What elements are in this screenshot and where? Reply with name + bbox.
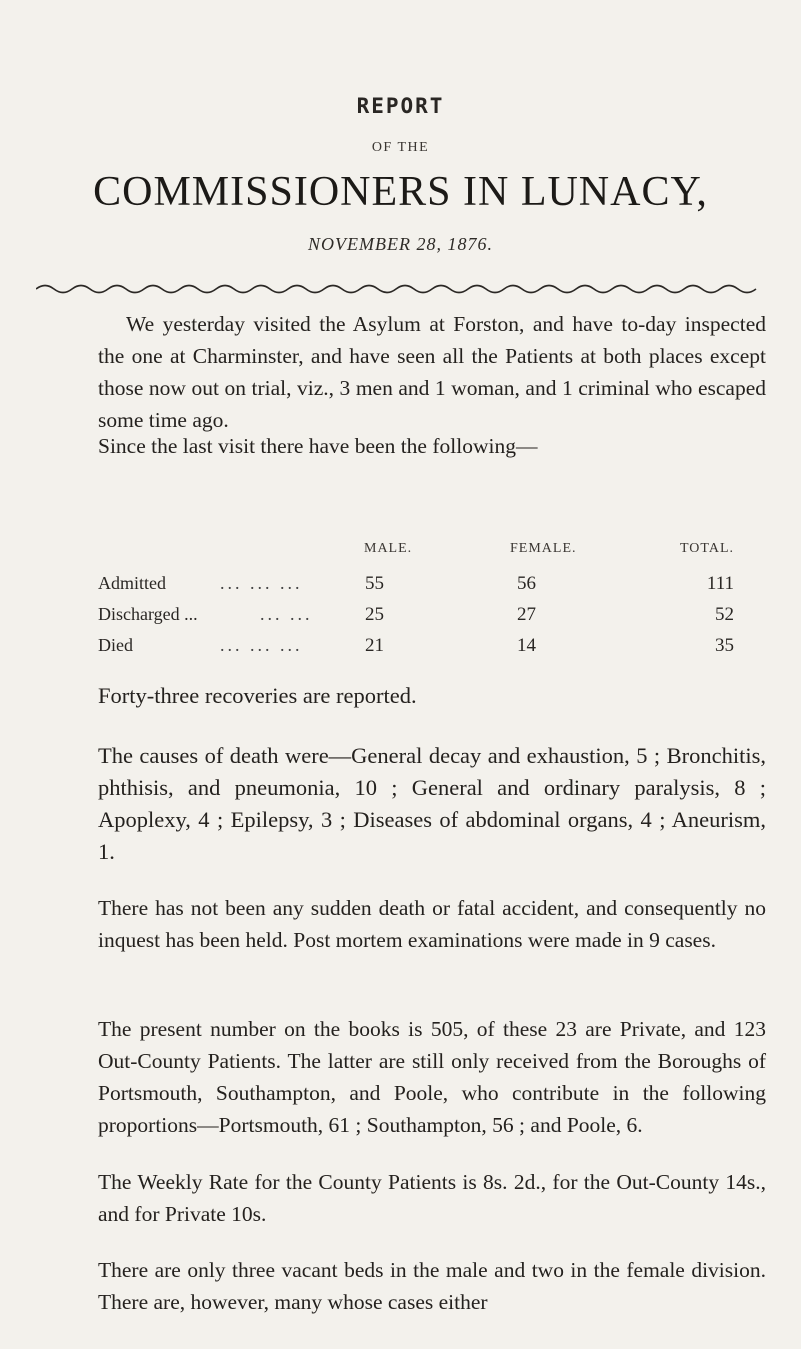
- cell-total: 52: [715, 604, 734, 625]
- cell-male: 25: [365, 604, 384, 625]
- of-the-line: OF THE: [371, 140, 430, 155]
- paragraph-inquest-text: There has not been any sudden death or fatal accident, and consequently no inquest has been held. Post mortem examinations were made in 9 cases.: [98, 896, 766, 952]
- row-dots: ... ... ...: [220, 635, 303, 655]
- cell-male: 21: [365, 635, 384, 656]
- cell-female: 56: [517, 573, 536, 594]
- paragraph-numbers-text: The present number on the books is 505, of these 23 are Private, and 123 Out-County Patients. The latter are still only received from the Boroughs of Portsmouth, Southampton, and Poole, who contribute in the following proportions—Portsmouth, 61 ; Southampton, 56 ; and Poole, 6.: [98, 1017, 766, 1137]
- cell-male: 55: [365, 573, 384, 594]
- paragraph-causes-text: The causes of death were—General decay and exhaustion, 5 ; Bronchitis, phthisis, and pneumonia, 10 ; General and ordinary paralysis, 8 ; Apoplexy, 4 ; Epilepsy, 3 ; Diseases of abdominal organs, 4 ; Aneurism, 1.: [98, 743, 766, 864]
- header-female: FEMALE.: [510, 541, 577, 556]
- paragraph-recoveries-text: Forty-three recoveries are reported.: [98, 683, 417, 708]
- paragraph-recoveries: [98, 680, 766, 712]
- paragraph-visit: [98, 308, 766, 436]
- row-label-discharged: Discharged ...: [98, 604, 198, 624]
- row-dots: ... ... ...: [220, 573, 303, 593]
- paragraph-since: [98, 430, 766, 462]
- header-total: TOTAL.: [680, 541, 735, 556]
- cell-female: 27: [517, 604, 536, 625]
- cell-total: 35: [715, 635, 734, 656]
- cell-female: 14: [517, 635, 536, 656]
- header-male: MALE.: [364, 541, 413, 556]
- paragraph-beds: [98, 1254, 766, 1318]
- page-title: COMMISSIONERS IN LUNACY,: [93, 169, 708, 215]
- paragraph-causes: [98, 740, 766, 868]
- paragraph-visit-text: We yesterday visited the Asylum at Forston, and have to-day inspected the one at Charminster, and have seen all the Patients at both places except those now out on trial, viz., 3 men and 1 woman, and 1 criminal who escaped some time ago.: [98, 312, 766, 432]
- date-line: NOVEMBER 28, 1876.: [308, 234, 493, 254]
- paragraph-rate-text: The Weekly Rate for the County Patients is 8s. 2d., for the Out-County 14s., and for Private 10s.: [98, 1170, 766, 1226]
- paragraph-rate: [98, 1166, 766, 1230]
- report-heading: REPORT: [356, 94, 445, 118]
- wavy-divider: [36, 280, 765, 294]
- row-label-admitted: Admitted: [98, 573, 166, 593]
- row-label-died: Died: [98, 635, 133, 655]
- paragraph-beds-text: There are only three vacant beds in the male and two in the female division. There are, however, many whose cases either: [98, 1258, 766, 1314]
- paragraph-numbers: [98, 1013, 766, 1141]
- row-dots: ... ...: [260, 604, 313, 624]
- paragraph-since-text: Since the last visit there have been the following—: [98, 434, 538, 458]
- paragraph-inquest: [98, 892, 766, 956]
- cell-total: 111: [706, 573, 734, 594]
